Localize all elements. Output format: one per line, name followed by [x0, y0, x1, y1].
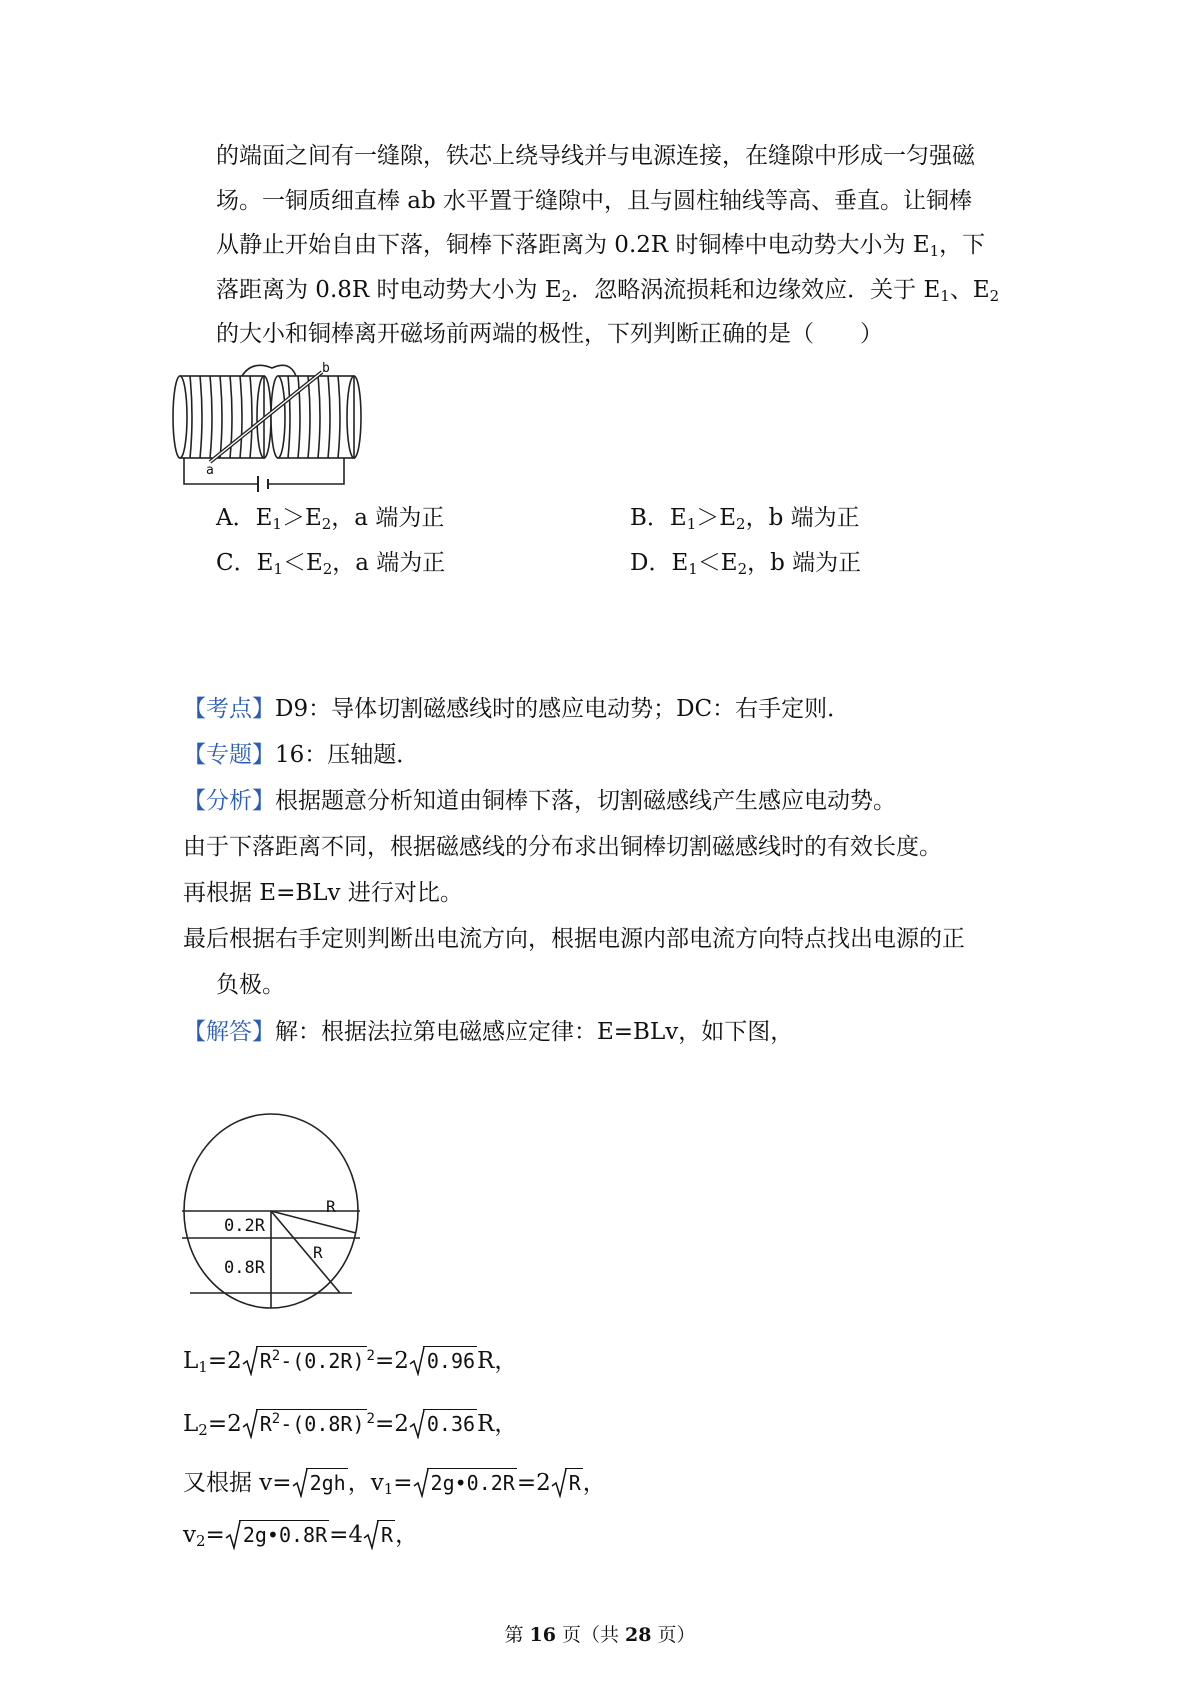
option-a: A．$E_1>E_2$，a 端为正 — [216, 505, 445, 533]
fenxi-line-2: 由于下落距离不同，根据磁感线的分布求出铜棒切割磁感线时的有效长度。 — [183, 834, 942, 860]
option-b: B．$E_1>E_2$，b 端为正 — [630, 505, 860, 533]
sqrt-L1-outer: $R^2-(0.2R)$ — [242, 1344, 367, 1378]
zhuanti-tag: 【专题】 — [183, 742, 275, 768]
fenxi-tag: 【分析】 — [183, 788, 275, 814]
jieda-tag: 【解答】 — [183, 1019, 275, 1045]
formula-L1: $L_1=2$ $R^2-(0.2R)$ $^2$=2 0.96R， — [183, 1344, 517, 1378]
question-line-1: 的端面之间有一缝隙，铁芯上绕导线并与电源连接，在缝隙中形成一匀强磁 — [216, 143, 975, 169]
kaodian-tag: 【考点】 — [183, 696, 275, 722]
sqrt-R-v2: R — [363, 1518, 395, 1552]
current-page-number: 16 — [529, 1624, 556, 1646]
question-line-3: 从静止开始自由下落，铜棒下落距离为 0.2R 时铜棒中电动势大小为 $E_1$，下 — [216, 232, 986, 260]
formula-v1: 又根据 v= 2gh，$v_1=$ 2g•0.2R=2 R， — [183, 1466, 606, 1500]
circle-diagram — [178, 1108, 376, 1314]
question-line-5: 的大小和铜棒离开磁场前两端的极性，下列判断正确的是（ ） — [216, 321, 883, 347]
sqrt-R-v1: R — [551, 1466, 583, 1500]
formula-v2: $v_2=$ 2g•0.8R=4 R， — [183, 1518, 418, 1552]
label-0-2R: 0.2R — [224, 1216, 265, 1236]
page-footer: 第 16 页（共 28 页） — [504, 1624, 696, 1646]
label-R-lower: R — [313, 1243, 323, 1262]
total-pages-number: 28 — [625, 1624, 652, 1646]
fenxi-line-3: 再根据 E=BLv 进行对比。 — [183, 880, 463, 906]
sqrt-2gh: 2gh — [292, 1466, 348, 1500]
jieda-line: 【解答】解：根据法拉第电磁感应定律：E=BLv，如下图， — [183, 1019, 794, 1045]
formula-L2: $L_2=2$ $R^2-(0.8R)$ $^2$=2 0.36R， — [183, 1407, 517, 1441]
fenxi-line-5: 负极。 — [216, 972, 285, 998]
rod-end-a-label: a — [206, 463, 214, 478]
option-d: D．$E_1<E_2$，b 端为正 — [630, 550, 862, 578]
label-R-upper: R — [326, 1197, 336, 1216]
sqrt-L2-inner: 0.36 — [409, 1407, 477, 1441]
rod-end-b-label: b — [322, 362, 330, 376]
question-line-2: 场。一铜质细直棒 ab 水平置于缝隙中，且与圆柱轴线等高、垂直。让铜棒 — [216, 188, 973, 214]
label-0-8R: 0.8R — [224, 1258, 265, 1278]
sqrt-L2-outer: $R^2-(0.8R)$ — [242, 1407, 367, 1441]
fenxi-line-4: 最后根据右手定则判断出电流方向，根据电源内部电流方向特点找出电源的正 — [183, 926, 965, 952]
coil-rod-figure — [172, 362, 372, 497]
sqrt-v2: 2g•0.8R — [225, 1518, 329, 1552]
fenxi-line: 【分析】根据题意分析知道由铜棒下落，切割磁感线产生感应电动势。 — [183, 788, 896, 814]
question-line-4: 落距离为 0.8R 时电动势大小为 $E_2$．忽略涡流损耗和边缘效应．关于 $E_1$、$E_2$ — [216, 277, 1000, 305]
sqrt-L1-inner: 0.96 — [409, 1344, 477, 1378]
zhuanti-line: 【专题】16：压轴题． — [183, 742, 420, 768]
sqrt-v1: 2g•0.2R — [413, 1466, 517, 1500]
kaodian-line: 【考点】D9：导体切割磁感线时的感应电动势；DC：右手定则． — [183, 696, 851, 722]
option-c: C．$E_1<E_2$，a 端为正 — [216, 550, 446, 578]
